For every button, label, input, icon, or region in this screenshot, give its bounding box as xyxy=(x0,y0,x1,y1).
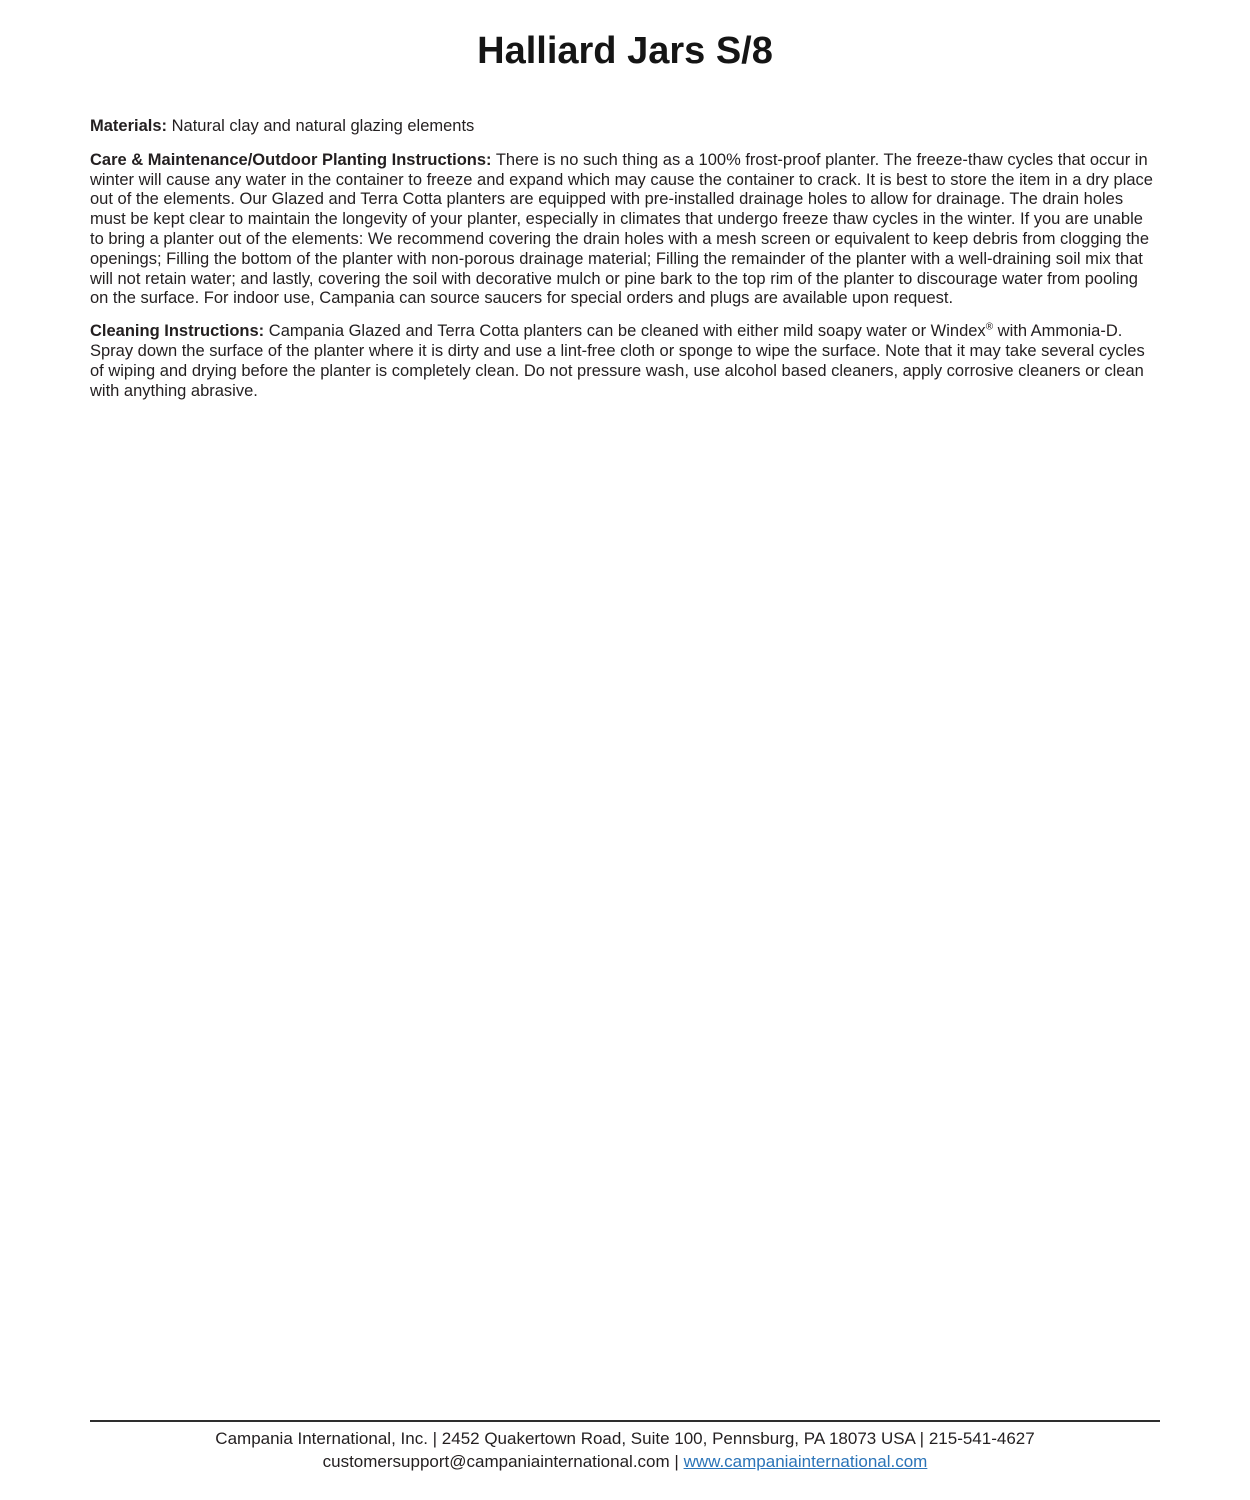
footer-separator: | xyxy=(674,1452,679,1471)
page-title: Halliard Jars S/8 xyxy=(477,30,773,72)
care-maintenance-text: There is no such thing as a 100% frost-proof planter. The freeze-thaw cycles that occur in winter will cause any water in the container to freeze and expand which may cause the container to crack. It is best to store the item in a dry place out of the elements. Our Glazed and Terra Cotta planters are equipped with pre-installed drainage holes to allow for drainage. The drain holes must be kept clear to maintain the longevity of your planter, especially in climates that undergo freeze thaw cycles in the winter. If you are unable to bring a planter out of the elements: We recommend covering the drain holes with a mesh screen or equivalent to keep debris from clogging the openings; Filling the bottom of the planter with non-porous drainage material; Filling the remainder of the planter with a well-draining soil mix that will not retain water; and lastly, covering the soil with decorative mulch or pine bark to the top rim of the planter to discourage water from pooling on the surface. For indoor use, Campania can source saucers for special orders and plugs are available upon request. xyxy=(90,150,1153,308)
cleaning-text-start: Campania Glazed and Terra Cotta planters can be cleaned with either mild soapy water or Windex xyxy=(268,322,986,341)
footer xyxy=(0,1420,1250,1473)
care-maintenance-paragraph xyxy=(90,151,1158,309)
cleaning-paragraph xyxy=(90,322,1158,401)
footer-contact-line xyxy=(0,1450,1250,1473)
cleaning-label: Cleaning Instructions: xyxy=(90,322,265,341)
footer-divider xyxy=(90,1420,1160,1422)
document-body xyxy=(0,117,1250,401)
care-maintenance-label: Care & Maintenance/Outdoor Planting Instructions: xyxy=(90,150,492,169)
footer-company-address: Campania International, Inc. | 2452 Quakertown Road, Suite 100, Pennsburg, PA 18073 USA | 215-541-4627 xyxy=(215,1429,1035,1448)
materials-paragraph xyxy=(90,117,1158,137)
cleaning-text-end: with Ammonia-D. Spray down the surface of the planter where it is dirty and use a lint-free cloth or sponge to wipe the surface. Note that it may take several cycles of wiping and drying before the planter is completely clean. Do not pressure wash, use alcohol based cleaners, apply corrosive cleaners or clean with anything abrasive. xyxy=(90,322,1145,400)
footer-website-link[interactable]: www.campaniainternational.com xyxy=(683,1452,928,1471)
materials-label: Materials: xyxy=(90,117,168,135)
materials-text: Natural clay and natural glazing elements xyxy=(171,117,475,135)
footer-email: customersupport@campaniainternational.com xyxy=(322,1452,670,1471)
registered-trademark-symbol: ® xyxy=(985,321,994,333)
